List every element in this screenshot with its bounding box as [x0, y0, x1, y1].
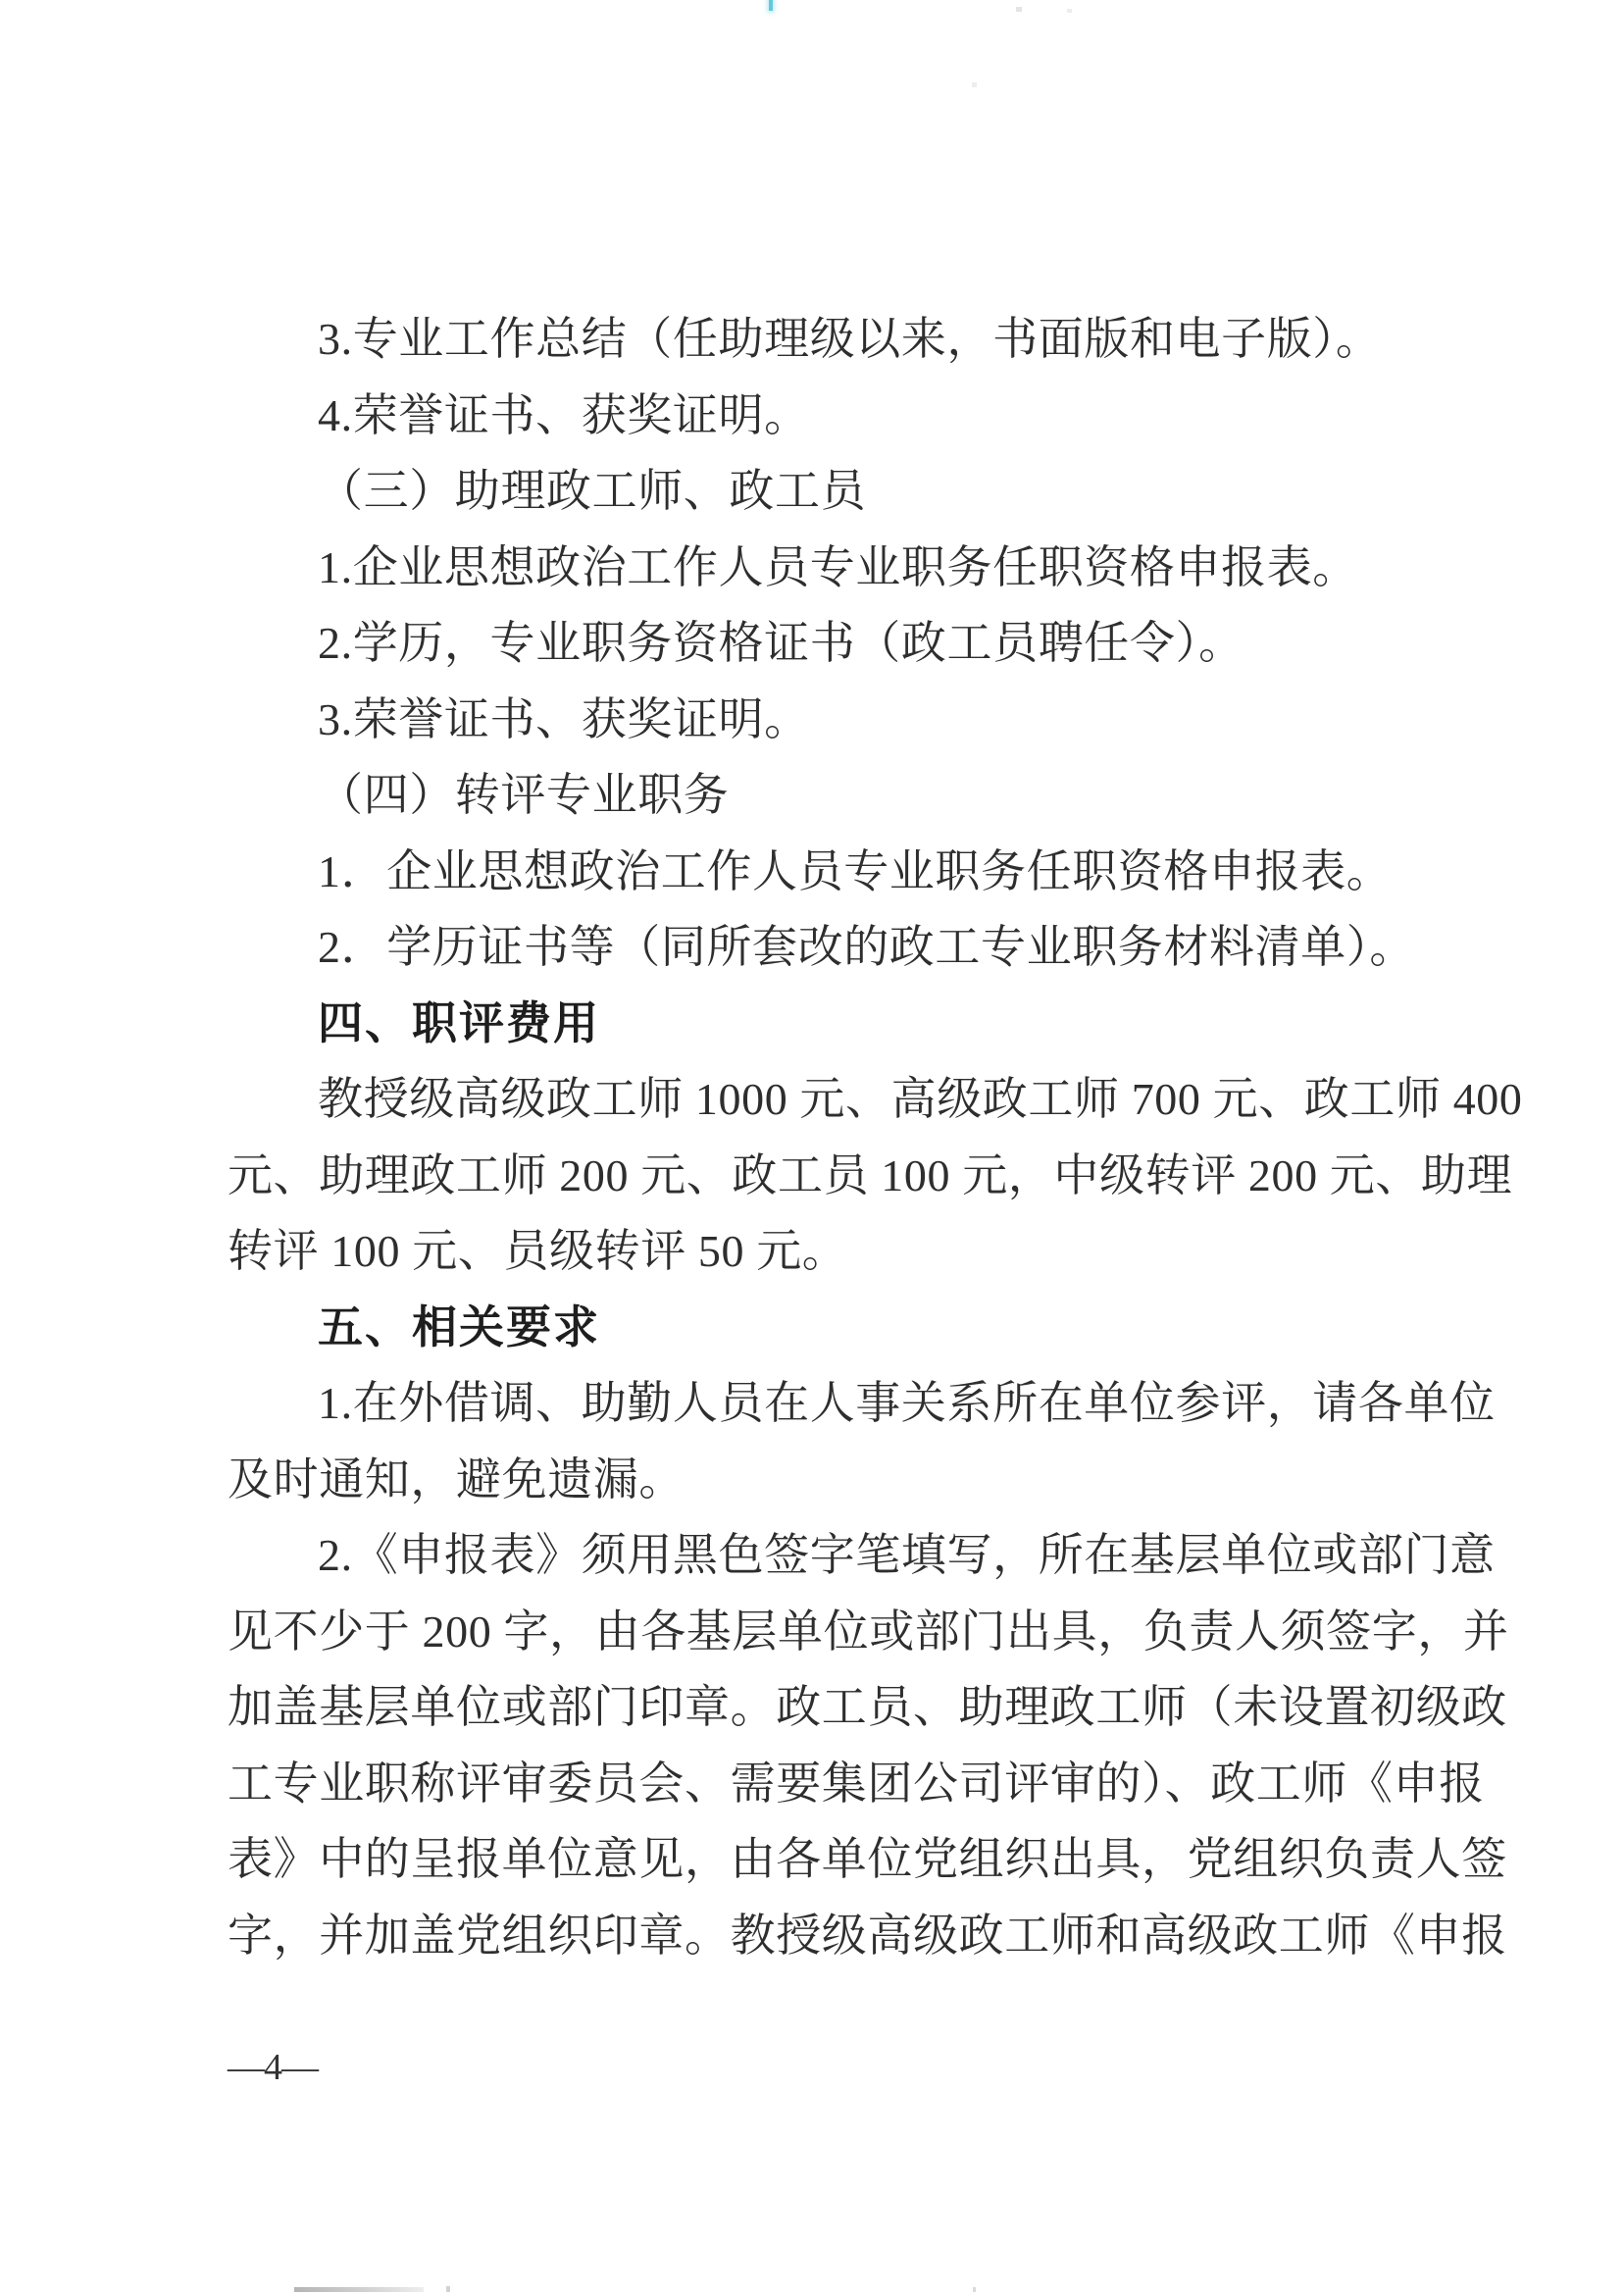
scan-artifact-speck [1016, 7, 1022, 12]
text-line: 2.《申报表》须用黑色签字笔填写，所在基层单位或部门意 [318, 1530, 1496, 1580]
text-line: 1.企业思想政治工作人员专业职务任职资格申报表。 [318, 541, 1358, 592]
text-line: 及时通知，避免遗漏。 [228, 1453, 685, 1504]
scan-artifact-speck [973, 2287, 976, 2292]
document-body [228, 314, 1523, 1987]
text-line: 元、助理政工师 200 元、政工员 100 元，中级转评 200 元、助理 [228, 1149, 1513, 1200]
text-line: （三）助理政工师、政工员 [318, 466, 867, 516]
scan-artifact-speck [972, 82, 977, 87]
text-line: 4.荣誉证书、获奖证明。 [318, 389, 810, 440]
text-line: 字，并加盖党组织印章。教授级高级政工师和高级政工师《申报 [228, 1910, 1507, 1961]
section-heading-fees: 四、职评费用 [318, 996, 600, 1048]
text-line: 2.学历，专业职务资格证书（政工员聘任令）。 [318, 618, 1244, 668]
scan-artifact-speck [1067, 9, 1072, 13]
page-number: —4— [228, 2047, 318, 2088]
text-line: 3.荣誉证书、获奖证明。 [318, 693, 810, 744]
text-line: 3.专业工作总结（任助理级以来，书面版和电子版）。 [318, 314, 1382, 364]
text-line: 表》中的呈报单位意见，由各单位党组织出具，党组织负责人签 [228, 1834, 1507, 1884]
text-line: （四）转评专业职务 [318, 770, 730, 820]
scan-artifact-speck [446, 2286, 450, 2292]
text-line: 工专业职称评审委员会、需要集团公司评审的）、政工师《申报 [228, 1758, 1485, 1809]
text-line: 见不少于 200 字，由各基层单位或部门出具，负责人须签字，并 [228, 1606, 1509, 1657]
section-heading-requirements: 五、相关要求 [318, 1300, 600, 1352]
text-line: 1.在外借调、助勤人员在人事关系所在单位参评，请各单位 [318, 1378, 1496, 1428]
scan-artifact-cyan-tick [769, 0, 773, 11]
scan-artifact-smudge [294, 2287, 424, 2292]
text-line: 转评 100 元、员级转评 50 元。 [228, 1226, 848, 1276]
text-line: 加盖基层单位或部门印章。政工员、助理政工师（未设置初级政 [228, 1682, 1507, 1732]
text-line: 2．学历证书等（同所套改的政工专业职务材料清单）。 [318, 922, 1415, 972]
text-line: 1．企业思想政治工作人员专业职务任职资格申报表。 [318, 845, 1393, 896]
text-line: 教授级高级政工师 1000 元、高级政工师 700 元、政工师 400 [318, 1074, 1523, 1124]
